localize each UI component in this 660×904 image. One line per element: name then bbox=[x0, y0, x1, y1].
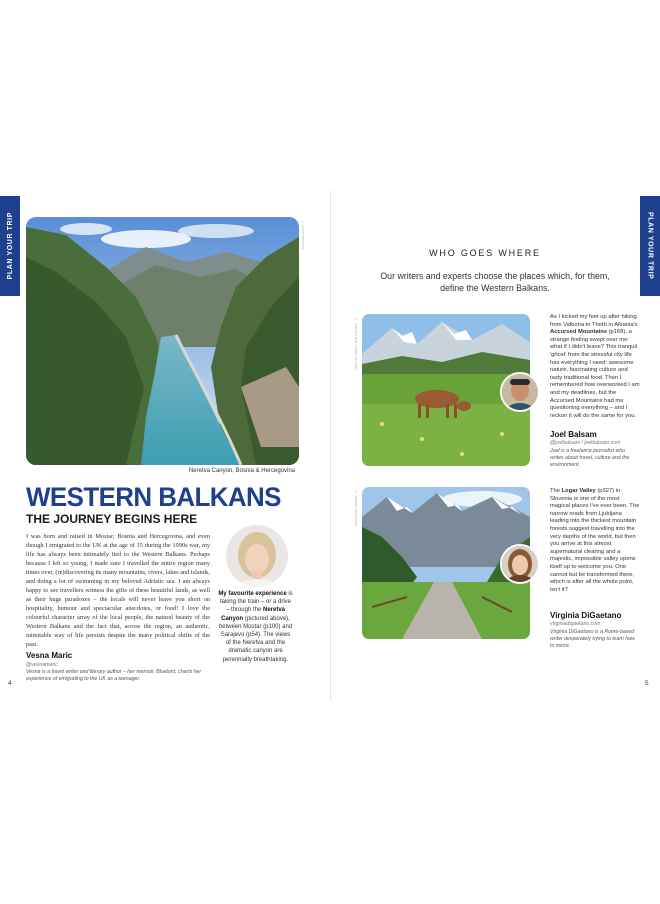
page-title: WESTERN BALKANS bbox=[26, 482, 281, 512]
writer-quote-virginia bbox=[550, 488, 640, 594]
quote-text: The bbox=[550, 488, 562, 494]
page-number-right: 5 bbox=[645, 680, 649, 687]
writer-quote-joel bbox=[550, 314, 640, 420]
section-tab-left bbox=[0, 196, 20, 296]
author-bio: Vesna is a travel writer and literary author – her memoir, Bluebird, charts her experience of emigrating to the UK as a teenager. bbox=[26, 669, 202, 682]
writer-avatar-joel bbox=[500, 372, 540, 412]
photo-credit: © VIRGINIA DIGAETANO bbox=[354, 490, 358, 527]
favourite-experience-note bbox=[218, 590, 293, 664]
favourite-lead: My favourite experience bbox=[218, 591, 287, 597]
favourite-place: Neretva Canyon bbox=[221, 607, 286, 622]
who-goes-where-heading: WHO GOES WHERE bbox=[429, 248, 541, 258]
writer-handle-virginia: virginiadigaetano.com bbox=[550, 621, 601, 627]
author-avatar bbox=[226, 525, 288, 587]
magazine-spread bbox=[0, 190, 660, 700]
section-tab-right bbox=[640, 196, 660, 296]
photo-caption: Neretva Canyon, Bosnia & Hercegovina bbox=[188, 468, 295, 474]
favourite-text: (pictured above), between Mostar (p100) and Sarajevo (p54). The views of the Neretva and the dramatic canyon are perennially breathtaking. bbox=[218, 615, 293, 663]
writer-bio-virginia: Virginia DiGaetano is a Rome-based writer desperately trying to learn how to mimic. bbox=[550, 629, 635, 649]
section-tab-label: PLAN YOUR TRIP bbox=[646, 212, 654, 280]
neretva-canyon-photo bbox=[26, 217, 299, 465]
page-number-left: 4 bbox=[8, 680, 12, 687]
intro-body: I was born and raised in Mostar, Bosnia and Hercegovina, and even though I emigrated to the UK at the age of 15 during the 1990s war, my life has always been intimately tied to the Western Balkans. Perhaps because I left so young, I made sure I travelled the entire region many times over, (re)discovering its many mountains, rivers, lakes and islands, and doing a lot of swimming in my beloved Adriatic sea. I am always happy to see travellers witness the gifts of these beautiful lands, as well as their huge paradoxes – the locals will never leave you short on hospitality, humour and spectacular anecdotes, or food! I love the colourful character array of the local people, the natural beauty of the Western Balkans and the fact that, across the region, an authentic, inimitable way of life persists despite the many political shifts of the past. bbox=[26, 533, 210, 648]
author-handle: @vesnamaric bbox=[26, 662, 58, 668]
quote-place: Logar Valley bbox=[561, 488, 596, 494]
writer-bio-joel: Joel is a freelance journalist who writes about travel, culture and the environment. bbox=[550, 448, 630, 468]
who-goes-where-intro: Our writers and experts choose the places which, for them, define the Western Balkans. bbox=[380, 271, 610, 293]
page-subtitle: THE JOURNEY BEGINS HERE bbox=[26, 512, 198, 526]
quote-text: As I kicked my feet up after hiking from Valbona to Theth in Albania's bbox=[550, 314, 638, 328]
writer-handle-joel: @joelbalsam / joelbalsam.com bbox=[550, 440, 621, 446]
quote-text: (p168), a strange feeling swept over me: what if I didn't leave? This tranquil 'ghost' from the stressful city life has everything I need: awesome nature, fascinating culture and tasty traditional food. Then I remembered how overworked I am and my deadlines, but the Accursed Mountains had me questioning everything – and I reckon it will do the same for you. bbox=[550, 329, 640, 419]
writer-name-virginia: Virginia DiGaetano bbox=[550, 611, 622, 620]
photo-credit: © JOEL BALSAM / LONELY PLANET bbox=[354, 318, 358, 370]
photo-credit: © SHUTTERSTOCK bbox=[301, 220, 305, 250]
writer-name-joel: Joel Balsam bbox=[550, 430, 597, 439]
favourite-text: is taking the train – or a drive – through the bbox=[219, 591, 293, 614]
page-gutter bbox=[330, 190, 331, 700]
author-name: Vesna Maric bbox=[26, 651, 73, 660]
quote-text: (p327) in Slovenia is one of the most magical places I've ever been. The narrow roads from Ljubljana leading into the thickest mountain forests suggest travelling into the very depths of the world, but then you arrive at this almost supernatural clearing and a majestic, impossible valley opens itself up to welcome you. One cannot but be transformed there, which is after all the whole point, isn't it? bbox=[550, 488, 640, 593]
quote-place: Accursed Mountains bbox=[550, 329, 608, 336]
section-tab-label: PLAN YOUR TRIP bbox=[6, 212, 14, 280]
writer-avatar-virginia bbox=[500, 544, 540, 584]
